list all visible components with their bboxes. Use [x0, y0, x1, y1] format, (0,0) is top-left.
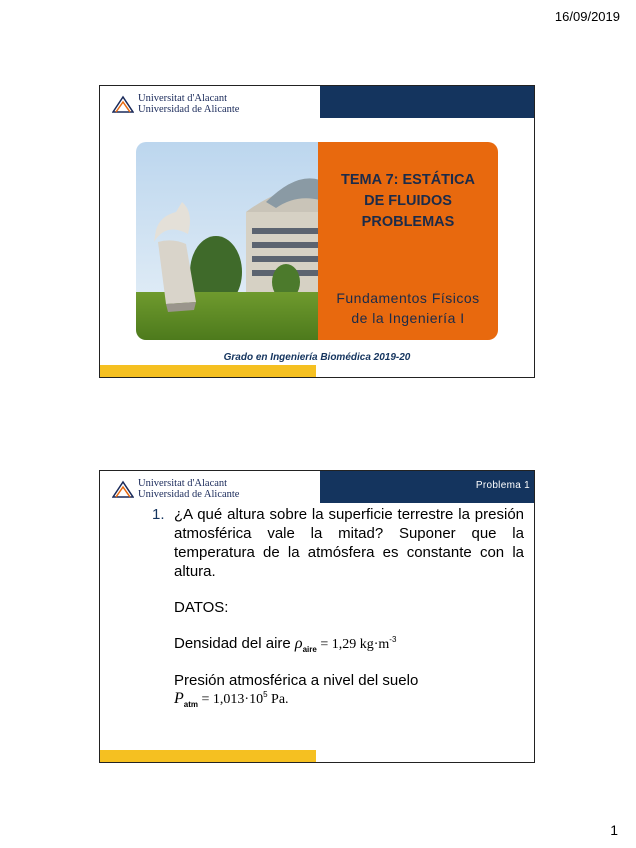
pressure-exponent: 5 — [263, 690, 268, 699]
pressure-unit: Pa. — [267, 692, 289, 707]
density-symbol: ρ — [294, 635, 303, 652]
datos-label: DATOS: — [174, 599, 229, 616]
pressure-symbol: P — [174, 690, 184, 707]
problem-number: 1. — [152, 506, 165, 523]
density-exponent: -3 — [389, 635, 397, 644]
degree-label: Grado en Ingeniería Biomédica 2019-20 — [223, 352, 411, 363]
campus-photo — [136, 142, 320, 340]
header-bar — [320, 471, 535, 503]
course-name — [318, 288, 498, 328]
slide-title — [318, 170, 498, 233]
university-emblem-icon — [112, 94, 134, 114]
university-emblem-icon — [112, 479, 134, 499]
header-bar — [320, 86, 535, 118]
title-line-1: TEMA 7: ESTÁTICA — [341, 172, 475, 188]
problem-statement — [152, 505, 524, 581]
print-date: 16/09/2019 — [554, 9, 620, 24]
density-value: = 1,29 kg·m — [316, 637, 390, 652]
problem-text: ¿A qué altura sobre la superficie terrestre la presión atmosférica vale la mitad? Suponer que la temperatura de la atmósfera es constante con la altura. — [174, 506, 524, 580]
title-line-3: PROBLEMAS — [361, 214, 455, 230]
pressure-line — [174, 690, 289, 709]
pressure-value: = 1,013·10 — [198, 692, 264, 707]
density-line — [174, 635, 396, 654]
title-box — [318, 142, 498, 340]
slide-2 — [99, 470, 535, 763]
course-line-1: Fundamentos Físicos — [336, 290, 480, 306]
pressure-label: Presión atmosférica a nivel del suelo — [174, 672, 419, 689]
footer-bar — [100, 365, 316, 377]
university-logo — [112, 477, 312, 501]
logo-line-2: Universidad de Alicante — [138, 104, 240, 115]
problem-badge: Problema 1 — [475, 480, 530, 491]
course-line-2: de la Ingeniería I — [351, 310, 465, 326]
slide-1 — [99, 85, 535, 378]
density-label: Densidad del aire — [174, 635, 295, 652]
university-logo — [112, 92, 312, 116]
title-line-2: DE FLUIDOS — [364, 193, 452, 209]
footer-bar — [100, 750, 316, 762]
density-subscript: aire — [302, 645, 317, 654]
logo-line-1: Universitat d'Alacant — [138, 478, 228, 489]
logo-line-1: Universitat d'Alacant — [138, 93, 228, 104]
page-number: 1 — [610, 822, 618, 838]
logo-line-2: Universidad de Alicante — [138, 489, 240, 500]
pressure-subscript: atm — [183, 700, 199, 709]
